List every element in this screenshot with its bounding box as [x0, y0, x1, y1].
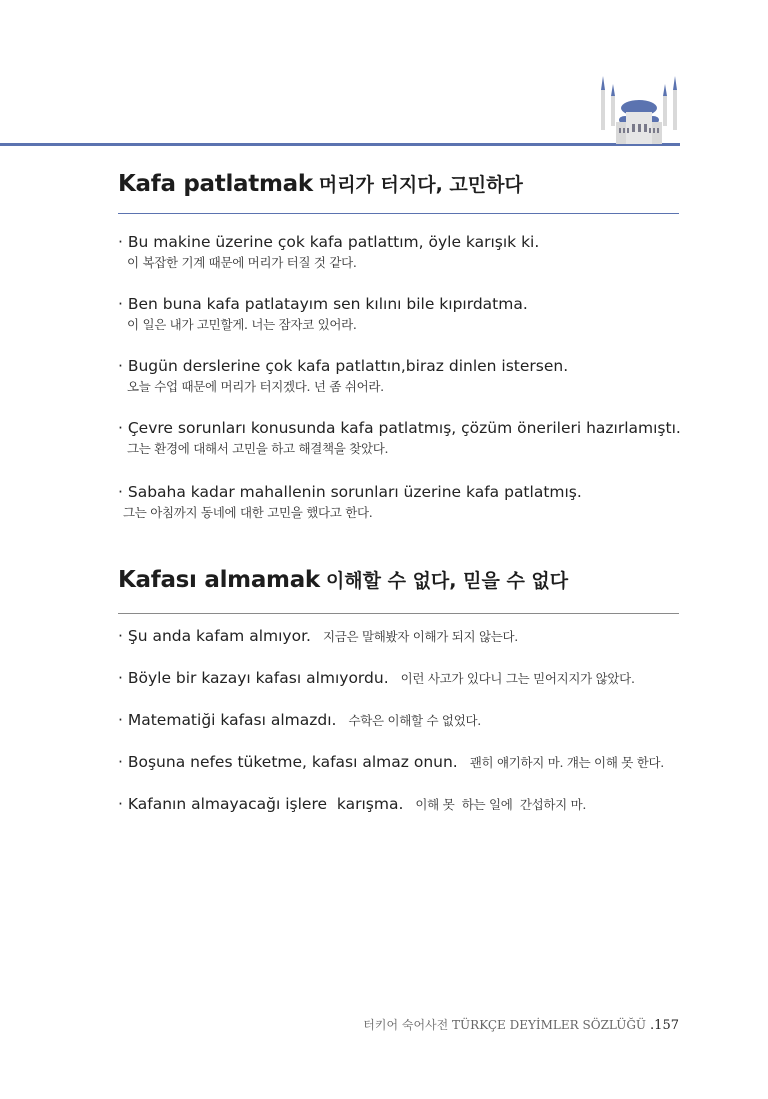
section-heading: [118, 566, 568, 593]
example-korean: 그는 아침까지 동네에 대한 고민을 했다고 한다.: [123, 505, 373, 520]
example-turkish: · Bu makine üzerine çok kafa patlattım, öyle karışık ki.: [118, 233, 540, 251]
example-turkish: · Boşuna nefes tüketme, kafası almaz onun.: [118, 753, 458, 771]
example-turkish: · Matematiği kafası almazdı.: [118, 711, 337, 729]
example-turkish: · Böyle bir kazayı kafası almıyordu.: [118, 669, 389, 687]
example-korean: 이해 못 하는 일에 간섭하지 마.: [415, 797, 587, 812]
example-item: [118, 626, 518, 645]
section-heading: [118, 170, 523, 197]
idiom-title: Kafası almamak: [118, 567, 320, 593]
example-item: [118, 232, 539, 271]
mosque-icon: [598, 76, 680, 144]
idiom-meaning: 이해할 수 없다, 믿을 수 없다: [325, 570, 569, 592]
example-turkish: · Çevre sorunları konusunda kafa patlatmış, çözüm önerileri hazırlamıştı.: [118, 419, 681, 437]
example-korean: 이런 사고가 있다니 그는 믿어지지가 않았다.: [400, 671, 635, 686]
example-korean: 이 일은 내가 고민할게. 너는 잠자코 있어라.: [127, 317, 357, 332]
example-turkish: · Kafanın almayacağı işlere karışma.: [118, 795, 404, 813]
example-item: [118, 668, 635, 687]
example-turkish: · Ben buna kafa patlatayım sen kılını bile kıpırdatma.: [118, 295, 528, 313]
example-item: [118, 418, 681, 457]
header-rule: [0, 143, 680, 146]
example-korean: 이 복잡한 기계 때문에 머리가 터질 것 같다.: [127, 255, 357, 270]
page-footer: [363, 1016, 679, 1033]
example-korean: 지금은 말해봤자 이해가 되지 않는다.: [322, 629, 518, 644]
example-turkish: · Bugün derslerine çok kafa patlattın,biraz dinlen istersen.: [118, 357, 569, 375]
example-item: [118, 482, 582, 521]
example-item: [118, 356, 568, 395]
section-rule: [118, 213, 679, 214]
book-title: 터키어 숙어사전 TÜRKÇE DEYİMLER SÖZLÜĞÜ: [363, 1018, 647, 1032]
example-item: [118, 794, 586, 813]
page-number: .157: [650, 1018, 679, 1033]
example-korean: 그는 환경에 대해서 고민을 하고 해결책을 찾았다.: [127, 441, 389, 456]
example-turkish: · Sabaha kadar mahallenin sorunları üzerine kafa patlatmış.: [118, 483, 582, 501]
example-korean: 수학은 이해할 수 없었다.: [348, 713, 481, 728]
example-turkish: · Şu anda kafam almıyor.: [118, 627, 311, 645]
idiom-title: Kafa patlatmak: [118, 171, 313, 197]
example-korean: 오늘 수업 때문에 머리가 터지겠다. 넌 좀 쉬어라.: [127, 379, 384, 394]
example-item: [118, 752, 664, 771]
section-rule: [118, 613, 679, 614]
idiom-meaning: 머리가 터지다, 고민하다: [318, 174, 523, 196]
example-korean: 괜히 얘기하지 마. 걔는 이해 못 한다.: [469, 755, 664, 770]
example-item: [118, 294, 528, 333]
example-item: [118, 710, 481, 729]
